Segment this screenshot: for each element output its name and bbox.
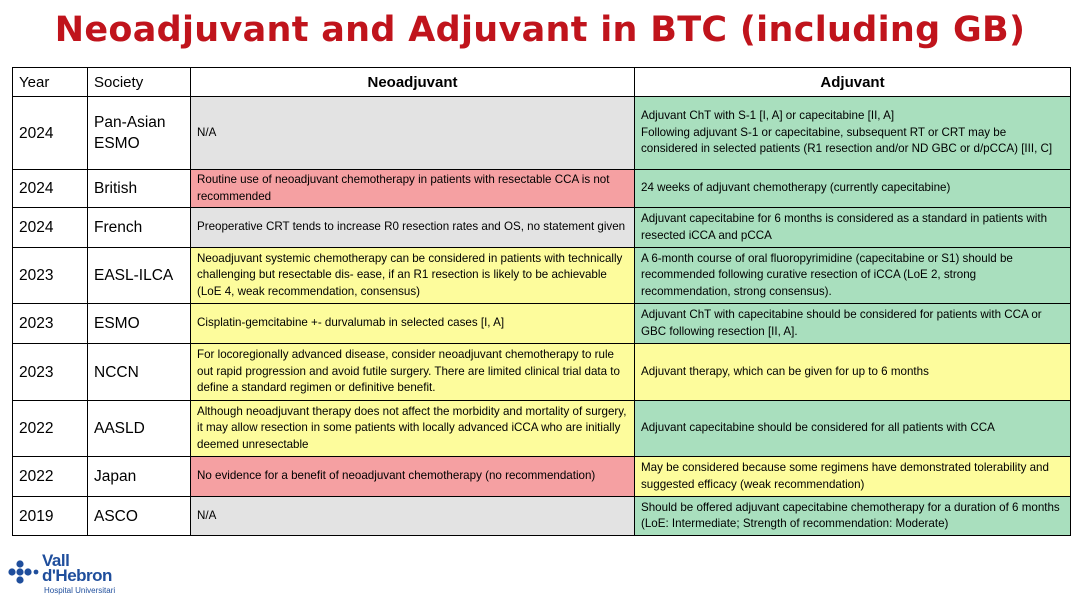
- table-row: [13, 97, 1071, 170]
- society-cell: EASL-ILCA: [88, 248, 191, 304]
- year-cell: 2023: [13, 344, 88, 401]
- year-cell: 2022: [13, 401, 88, 457]
- adjuvant-cell: Should be offered adjuvant capecitabine chemotherapy for a duration of 6 months (LoE: Intermediate; Strength of recommendation: Moderate): [635, 497, 1071, 536]
- year-cell: 2023: [13, 304, 88, 344]
- table-row: [13, 248, 1071, 304]
- logo-subtitle: Hospital Universitari: [44, 586, 116, 595]
- society-cell: ESMO: [88, 304, 191, 344]
- logo-line1: Vall: [42, 551, 70, 570]
- neoadjuvant-cell: Preoperative CRT tends to increase R0 resection rates and OS, no statement given: [191, 208, 635, 248]
- table-row: [13, 401, 1071, 457]
- neoadjuvant-cell: Routine use of neoadjuvant chemotherapy in patients with resectable CCA is not recommended: [191, 170, 635, 208]
- table-row: [13, 344, 1071, 401]
- adjuvant-cell: 24 weeks of adjuvant chemotherapy (currently capecitabine): [635, 170, 1071, 208]
- adjuvant-cell: Adjuvant ChT with S-1 [I, A] or capecitabine [II, A] Following adjuvant S-1 or capecitabine, subsequent RT or CRT may be considered in selected patients (R1 resection and/or ND GBC or d/pCCA) [III, C]: [635, 97, 1071, 170]
- logo-line2: d'Hebron: [42, 566, 112, 585]
- year-cell: 2022: [13, 457, 88, 497]
- neoadjuvant-cell: N/A: [191, 97, 635, 170]
- neoadjuvant-cell: Cisplatin-gemcitabine +- durvalumab in selected cases [I, A]: [191, 304, 635, 344]
- neoadjuvant-cell: N/A: [191, 497, 635, 536]
- table-row: [13, 304, 1071, 344]
- table-header-row: [13, 68, 1071, 97]
- header-society: Society: [88, 68, 191, 97]
- adjuvant-cell: Adjuvant capecitabine for 6 months is considered as a standard in patients with resected iCCA and pCCA: [635, 208, 1071, 248]
- adjuvant-cell: Adjuvant ChT with capecitabine should be considered for patients with CCA or GBC following resection [II, A].: [635, 304, 1071, 344]
- header-adjuvant: Adjuvant: [635, 68, 1071, 97]
- society-cell: British: [88, 170, 191, 208]
- logo-wordmark: [42, 553, 112, 583]
- table-row: [13, 497, 1071, 536]
- adjuvant-cell: Adjuvant capecitabine should be considered for all patients with CCA: [635, 401, 1071, 457]
- year-cell: 2024: [13, 208, 88, 248]
- society-cell: Japan: [88, 457, 191, 497]
- header-year: Year: [13, 68, 88, 97]
- neoadjuvant-cell: Neoadjuvant systemic chemotherapy can be considered in patients with technically challenging but resectable dis- ease, if an R1 resection is likely to be achievable (LoE 4, weak recommendation, consensus): [191, 248, 635, 304]
- adjuvant-cell: May be considered because some regimens have demonstrated tolerability and suggested efficacy (weak recommendation): [635, 457, 1071, 497]
- logo-dots-icon: [8, 559, 42, 585]
- table-row: [13, 208, 1071, 248]
- society-cell: ASCO: [88, 497, 191, 536]
- year-cell: 2024: [13, 97, 88, 170]
- neoadjuvant-cell: For locoregionally advanced disease, consider neoadjuvant chemotherapy to rule out rapid progression and avoid futile surgery. There are limited clinical trial data to define a standard regimen or definitive benefit.: [191, 344, 635, 401]
- year-cell: 2023: [13, 248, 88, 304]
- header-neoadjuvant: Neoadjuvant: [191, 68, 635, 97]
- society-cell: AASLD: [88, 401, 191, 457]
- guidelines-table: [12, 67, 1071, 536]
- hospital-logo: [8, 553, 138, 593]
- slide-title: Neoadjuvant and Adjuvant in BTC (including GB): [54, 10, 1026, 50]
- year-cell: 2019: [13, 497, 88, 536]
- society-cell: Pan-Asian ESMO: [88, 97, 191, 170]
- table-row: [13, 457, 1071, 497]
- neoadjuvant-cell: Although neoadjuvant therapy does not affect the morbidity and mortality of surgery, it may allow resection in some patients with locally advanced iCCA who are initially deemed unresectable: [191, 401, 635, 457]
- society-cell: NCCN: [88, 344, 191, 401]
- adjuvant-cell: A 6-month course of oral fluoropyrimidine (capecitabine or S1) should be recommended following curative resection of iCCA (LoE 2, strong recommendation, strong consensus).: [635, 248, 1071, 304]
- neoadjuvant-cell: No evidence for a benefit of neoadjuvant chemotherapy (no recommendation): [191, 457, 635, 497]
- society-cell: French: [88, 208, 191, 248]
- table-row: [13, 170, 1071, 208]
- year-cell: 2024: [13, 170, 88, 208]
- adjuvant-cell: Adjuvant therapy, which can be given for up to 6 months: [635, 344, 1071, 401]
